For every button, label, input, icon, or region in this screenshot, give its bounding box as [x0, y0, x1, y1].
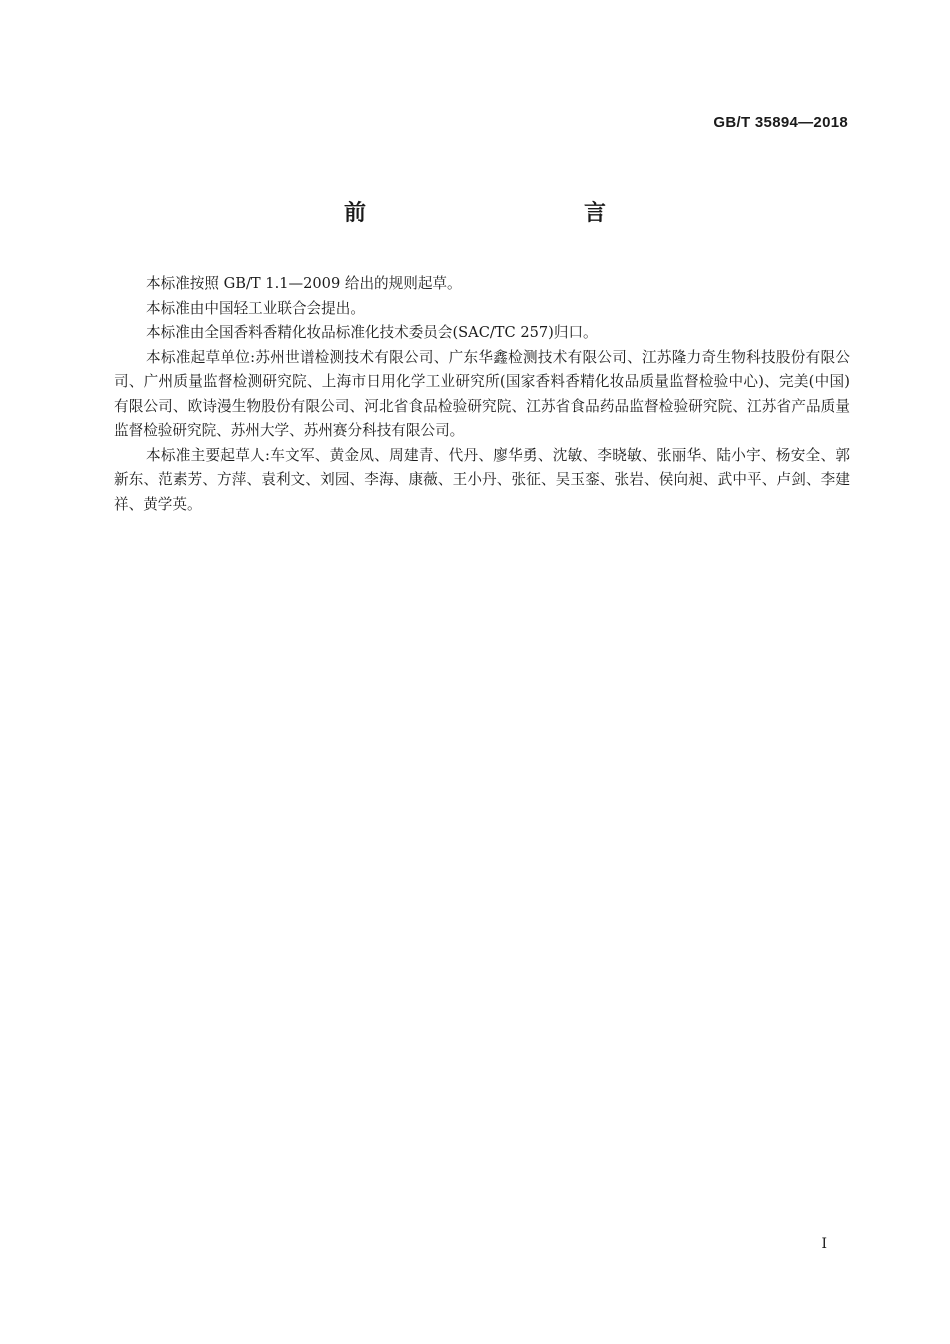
paragraph-drafting-rules: 本标准按照 GB/T 1.1—2009 给出的规则起草。	[146, 275, 462, 292]
document-code: GB/T 35894—2018	[713, 114, 848, 131]
foreword-body	[114, 272, 850, 517]
paragraph-drafting-units: 本标准起草单位:苏州世谱检测技术有限公司、广东华鑫检测技术有限公司、江苏隆力奇生物科技股份有限公司、广州质量监督检测研究院、上海市日用化学工业研究所(国家香料香精化妆品质量监督检验中心)、完美(中国)有限公司、欧诗漫生物股份有限公司、河北省食品检验研究院、江苏省食品药品监督检验研究院、江苏省产品质量监督检验研究院、苏州大学、苏州赛分科技有限公司。	[114, 348, 850, 439]
paragraph-proposer: 本标准由中国轻工业联合会提出。	[146, 299, 365, 317]
paragraph-administration: 本标准由全国香料香精化妆品标准化技术委员会(SAC/TC 257)归口。	[146, 324, 598, 341]
page-title: 前 言	[343, 201, 664, 226]
page-number: I	[821, 1236, 827, 1252]
paragraph-drafters: 本标准主要起草人:车文军、黄金凤、周建青、代丹、廖华勇、沈敏、李晓敏、张丽华、陆小宇、杨安全、郭新东、范素芳、方萍、袁利文、刘园、李海、康薇、王小丹、张征、吴玉銮、张岩、侯向昶、武中平、卢剑、李建祥、黄学英。	[114, 446, 850, 513]
